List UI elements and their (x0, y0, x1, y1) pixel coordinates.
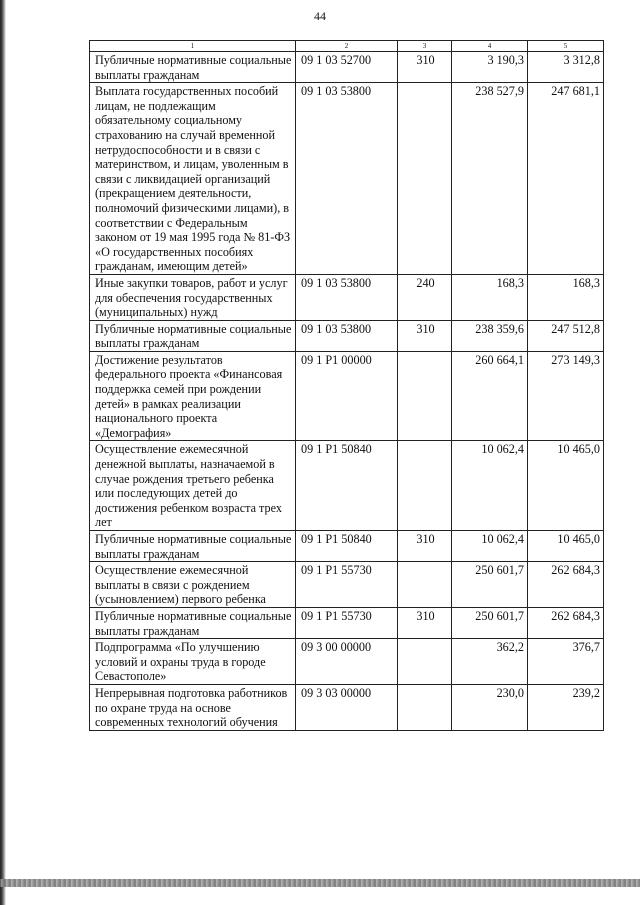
table-row (90, 83, 604, 275)
row-target-code: 09 1 P1 50840 (296, 441, 398, 531)
row-sum-year-2: 3 312,8 (528, 52, 604, 83)
row-sum-year-2: 168,3 (528, 274, 604, 320)
row-target-code: 09 1 03 53800 (296, 320, 398, 351)
row-sum-year-1: 10 062,4 (452, 531, 528, 562)
row-target-code: 09 1 03 52700 (296, 52, 398, 83)
row-name: Публичные нормативные социальные выплаты гражданам (90, 52, 296, 83)
row-name: Публичные нормативные социальные выплаты гражданам (90, 531, 296, 562)
row-target-code: 09 1 P1 50840 (296, 531, 398, 562)
row-sum-year-1: 250 601,7 (452, 607, 528, 638)
row-name: Иные закупки товаров, работ и услуг для обеспечения государственных (муниципальных) нужд (90, 274, 296, 320)
row-expense-type: 310 (398, 607, 452, 638)
row-sum-year-1: 362,2 (452, 639, 528, 685)
row-name: Осуществление ежемесячной денежной выплаты, назначаемой в случае рождения третьего ребенка или последующих детей до достижения ребенком возраста трех лет (90, 441, 296, 531)
row-expense-type (398, 639, 452, 685)
table-row (90, 639, 604, 685)
row-sum-year-2: 262 684,3 (528, 607, 604, 638)
row-expense-type (398, 351, 452, 441)
row-sum-year-1: 168,3 (452, 274, 528, 320)
row-sum-year-1: 230,0 (452, 684, 528, 730)
column-number-3: 3 (398, 41, 452, 52)
row-target-code: 09 1 P1 55730 (296, 562, 398, 608)
row-expense-type (398, 83, 452, 275)
row-sum-year-2: 10 465,0 (528, 531, 604, 562)
column-number-4: 4 (452, 41, 528, 52)
row-name: Публичные нормативные социальные выплаты гражданам (90, 320, 296, 351)
table-row (90, 52, 604, 83)
budget-table (89, 40, 604, 731)
scan-left-edge (0, 0, 6, 905)
row-target-code: 09 1 03 53800 (296, 83, 398, 275)
row-name: Публичные нормативные социальные выплаты гражданам (90, 607, 296, 638)
row-expense-type: 310 (398, 320, 452, 351)
table-row (90, 607, 604, 638)
row-sum-year-2: 247 512,8 (528, 320, 604, 351)
scan-bottom-strip (0, 879, 640, 887)
row-sum-year-1: 10 062,4 (452, 441, 528, 531)
row-name: Непрерывная подготовка работников по охране труда на основе современных технологий обучения (90, 684, 296, 730)
column-number-1: 1 (90, 41, 296, 52)
table-row (90, 320, 604, 351)
table-row (90, 351, 604, 441)
column-number-5: 5 (528, 41, 604, 52)
column-number-2: 2 (296, 41, 398, 52)
table-row (90, 274, 604, 320)
table-row (90, 531, 604, 562)
table-row (90, 562, 604, 608)
row-expense-type: 240 (398, 274, 452, 320)
row-name: Выплата государственных пособий лицам, не подлежащим обязательному социальному страхованию на случай временной нетрудоспособности и в связи с материнством, и лицам, уволенным в связи с ликвидацией организаций (прекращением деятельности, полномочий физическими лицами), в соответствии с Федеральным законом от 19 мая 1995 года № 81-ФЗ «О государственных пособиях гражданам, имеющим детей» (90, 83, 296, 275)
row-sum-year-1: 238 527,9 (452, 83, 528, 275)
row-sum-year-2: 273 149,3 (528, 351, 604, 441)
row-sum-year-2: 247 681,1 (528, 83, 604, 275)
table-row (90, 441, 604, 531)
row-sum-year-2: 239,2 (528, 684, 604, 730)
row-target-code: 09 1 P1 55730 (296, 607, 398, 638)
row-target-code: 09 1 03 53800 (296, 274, 398, 320)
row-expense-type: 310 (398, 531, 452, 562)
row-target-code: 09 3 00 00000 (296, 639, 398, 685)
row-expense-type (398, 684, 452, 730)
row-sum-year-1: 250 601,7 (452, 562, 528, 608)
row-sum-year-2: 10 465,0 (528, 441, 604, 531)
row-expense-type (398, 441, 452, 531)
row-expense-type: 310 (398, 52, 452, 83)
row-name: Осуществление ежемесячной выплаты в связи с рождением (усыновлением) первого ребенка (90, 562, 296, 608)
row-expense-type (398, 562, 452, 608)
row-target-code: 09 3 03 00000 (296, 684, 398, 730)
row-name: Достижение результатов федерального проекта «Финансовая поддержка семей при рождении детей» в рамках реализации национального проекта «Демография» (90, 351, 296, 441)
row-sum-year-2: 376,7 (528, 639, 604, 685)
row-sum-year-1: 3 190,3 (452, 52, 528, 83)
row-sum-year-2: 262 684,3 (528, 562, 604, 608)
row-sum-year-1: 260 664,1 (452, 351, 528, 441)
row-name: Подпрограмма «По улучшению условий и охраны труда в городе Севастополе» (90, 639, 296, 685)
row-sum-year-1: 238 359,6 (452, 320, 528, 351)
table-header-row (90, 41, 604, 52)
table-row (90, 684, 604, 730)
page-number: 44 (314, 9, 326, 23)
row-target-code: 09 1 P1 00000 (296, 351, 398, 441)
